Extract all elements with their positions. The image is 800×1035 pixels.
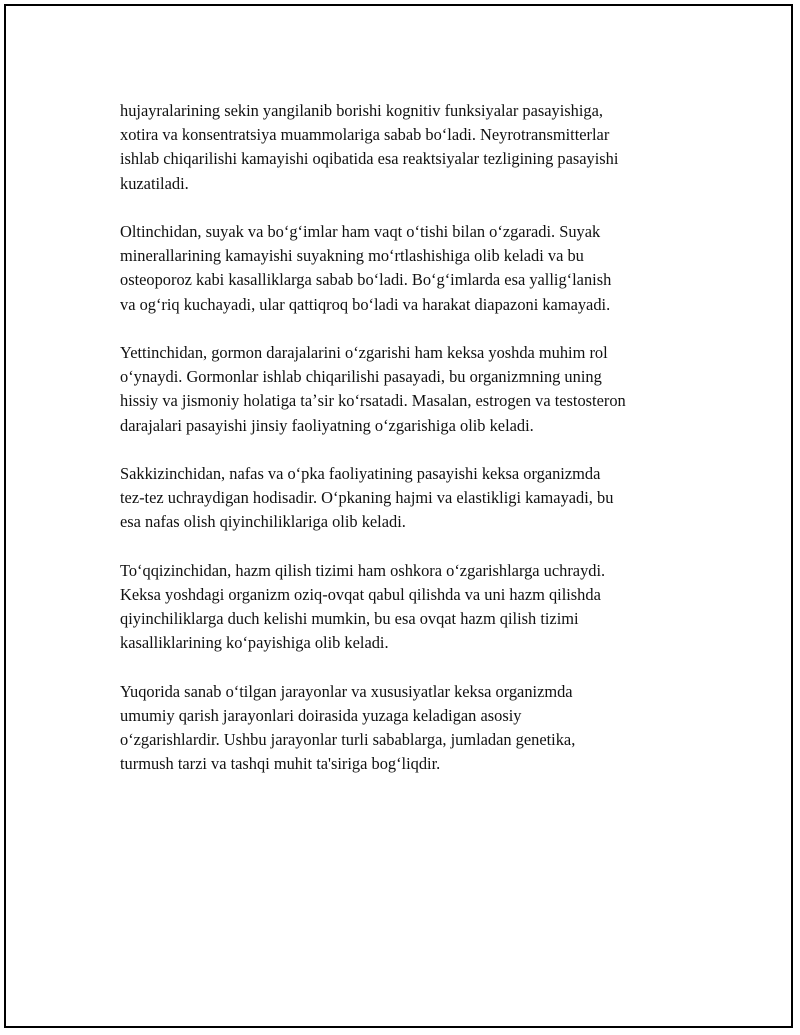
text-line: darajalari pasayishi jinsiy faoliyatning oʻzgarishiga olib keladi.	[120, 415, 534, 435]
text-line: umumiy qarish jarayonlari doirasida yuzaga keladigan asosiy	[120, 706, 522, 725]
text-line: tez-tez uchraydigan hodisadir. Oʻpkaning hajmi va elastikligi kamayadi, bu	[120, 488, 614, 508]
text-line: Keksa yoshdagi organizm oziq-ovqat qabul qilishda va uni hazm qilishda	[120, 585, 601, 604]
text-line: hujayralarining sekin yangilanib borishi kognitiv funksiyalar pasayishiga,	[120, 101, 603, 120]
text-line: xotira va konsentratsiya muammolariga sabab boʻladi. Neyrotransmitterlar	[120, 125, 610, 145]
text-line: turmush tarzi va tashqi muhit ta'siriga bogʻliqdir.	[120, 754, 441, 774]
text-line: Toʻqqizinchidan, hazm qilish tizimi ham oshkora oʻzgarishlarga uchraydi.	[120, 560, 606, 580]
text-line: kuzatiladi.	[120, 173, 189, 193]
text-line: minerallarining kamayishi suyakning moʻrtlashishiga olib keladi va bu	[120, 246, 584, 266]
paragraph-5	[120, 559, 720, 656]
text-line: kasalliklarining koʻpayishiga olib keladi.	[120, 633, 389, 653]
paragraph-1	[120, 99, 720, 196]
text-line: Yettinchidan, gormon darajalarini oʻzgarishi ham keksa yoshda muhim rol	[120, 343, 608, 362]
paragraph-3	[120, 341, 720, 438]
text-line: va ogʻriq kuchayadi, ular qattiqroq boʻladi va harakat diapazoni kamayadi.	[120, 294, 611, 314]
paragraph-2	[120, 220, 720, 317]
page-frame	[4, 4, 793, 1028]
text-line: Oltinchidan, suyak va boʻgʻimlar ham vaqt oʻtishi bilan oʻzgaradi. Suyak	[120, 222, 601, 241]
text-line: qiyinchiliklarga duch kelishi mumkin, bu esa ovqat hazm qilish tizimi	[120, 609, 579, 629]
text-line: ishlab chiqarilishi kamayishi oqibatida esa reaktsiyalar tezligining pasayishi	[120, 149, 619, 169]
text-line: oʻzgarishlardir. Ushbu jarayonlar turli sabablarga, jumladan genetika,	[120, 730, 576, 750]
text-line: osteoporoz kabi kasalliklarga sabab boʻladi. Boʻgʻimlarda esa yalligʻlanish	[120, 270, 612, 290]
text-line: hissiy va jismoniy holatiga taʼsir koʻrsatadi. Masalan, estrogen va testosteron	[120, 391, 626, 411]
text-line: oʻynaydi. Gormonlar ishlab chiqarilishi pasayadi, bu organizmning uning	[120, 367, 602, 387]
text-line: Sakkizinchidan, nafas va oʻpka faoliyatining pasayishi keksa organizmda	[120, 464, 601, 483]
text-line: Yuqorida sanab oʻtilgan jarayonlar va xususiyatlar keksa organizmda	[120, 681, 573, 701]
paragraph-6	[120, 680, 720, 777]
text-line: esa nafas olish qiyinchiliklariga olib keladi.	[120, 512, 406, 532]
paragraph-4	[120, 462, 720, 535]
document-body	[120, 99, 720, 801]
